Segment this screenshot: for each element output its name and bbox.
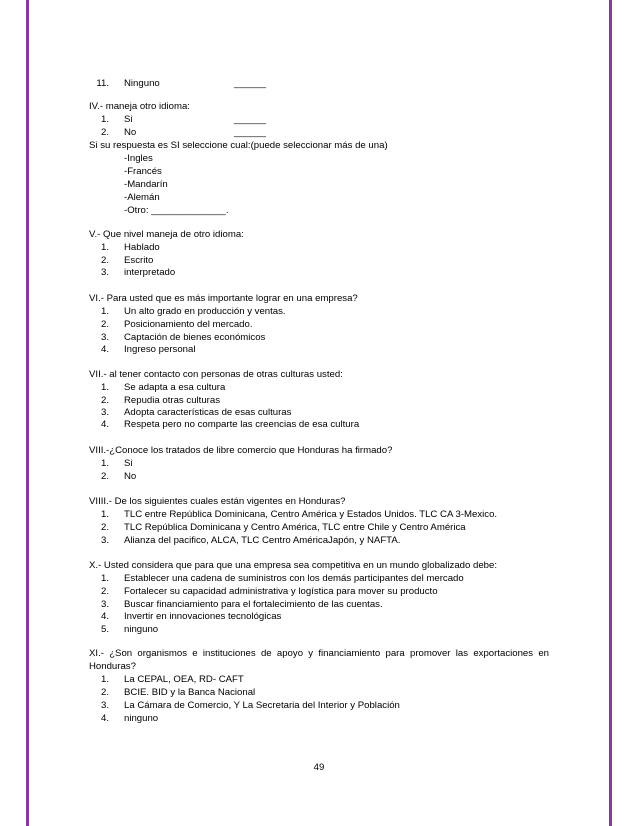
language-option: -Alemán bbox=[124, 192, 160, 203]
item-number: 3. bbox=[100, 535, 109, 546]
item-number: 4. bbox=[100, 611, 109, 622]
section-heading: VIIII.- De los siguientes cuales están vigentes en Honduras? bbox=[89, 496, 346, 507]
section-heading: XI.- ¿Son organismos e instituciones de apoyo y financiamiento para promover las exportaciones en bbox=[89, 648, 549, 659]
item-number: 2. bbox=[100, 586, 109, 597]
section-heading: VII.- al tener contacto con personas de otras culturas usted: bbox=[89, 369, 343, 380]
item-text: Posicionamiento del mercado. bbox=[124, 319, 253, 330]
item-text: ninguno bbox=[124, 624, 159, 635]
item-number: 3. bbox=[100, 700, 109, 711]
item-number: 3. bbox=[100, 407, 109, 418]
item-number: 3. bbox=[100, 267, 109, 278]
item-text: Se adapta a esa cultura bbox=[124, 382, 226, 393]
item-text: La CEPAL, OEA, RD- CAFT bbox=[124, 674, 244, 685]
item-text: TLC entre República Dominicana, Centro América y Estados Unidos. TLC CA 3-Mexico. bbox=[124, 509, 498, 520]
item-text: La Cámara de Comercio, Y La Secretaria del Interior y Población bbox=[124, 700, 400, 711]
item-text: Respeta pero no comparte las creencias de esa cultura bbox=[124, 419, 360, 430]
item-number: 2. bbox=[100, 522, 109, 533]
item-number: 1. bbox=[100, 242, 109, 253]
section-heading-continued: Honduras? bbox=[89, 661, 136, 672]
item-number: 1. bbox=[100, 509, 109, 520]
item-number: 2. bbox=[100, 255, 109, 266]
page-border-right bbox=[609, 0, 612, 826]
page-number: 49 bbox=[313, 762, 325, 773]
section-heading: X.- Usted considera que para que una empresa sea competitiva en un mundo globalizado debe: bbox=[89, 560, 497, 571]
item-text: Escrito bbox=[124, 255, 154, 266]
language-option: -Francés bbox=[124, 166, 162, 177]
item-text: Si bbox=[124, 458, 133, 469]
answer-blank: ______ bbox=[234, 78, 267, 89]
item-text: BCIE. BID y la Banca Nacional bbox=[124, 687, 256, 698]
item-text: interpretado bbox=[124, 267, 176, 278]
item-number: 3. bbox=[100, 599, 109, 610]
item-text: Invertir en innovaciones tecnológicas bbox=[124, 611, 282, 622]
item-text: Ingreso personal bbox=[124, 344, 196, 355]
item-text: ninguno bbox=[124, 713, 159, 724]
item-number: 1. bbox=[100, 306, 109, 317]
section-heading: VI.- Para usted que es más importante lograr en una empresa? bbox=[89, 293, 358, 304]
item-number: 2. bbox=[100, 127, 109, 138]
item-number: 4. bbox=[100, 419, 109, 430]
language-option: -Mandarín bbox=[124, 179, 168, 190]
section-note: Si su respuesta es SI seleccione cual:(puede seleccionar más de una) bbox=[89, 140, 388, 151]
item-number: 2. bbox=[100, 319, 109, 330]
item-number: 2. bbox=[100, 395, 109, 406]
item-number: 2. bbox=[100, 471, 109, 482]
item-number: 2. bbox=[100, 687, 109, 698]
page-border-left bbox=[26, 0, 29, 826]
section-heading: IV.- maneja otro idioma: bbox=[89, 101, 190, 112]
item-text: Buscar financiamiento para el fortalecimiento de las cuentas. bbox=[124, 599, 383, 610]
item-text: Si bbox=[124, 114, 133, 125]
item-number: 11. bbox=[96, 78, 109, 89]
item-number: 1. bbox=[100, 114, 109, 125]
item-text: No bbox=[124, 471, 137, 482]
answer-blank: ______ bbox=[234, 127, 267, 138]
item-text: Repudia otras culturas bbox=[124, 395, 220, 406]
language-option: -Ingles bbox=[124, 153, 153, 164]
item-text: Adopta características de esas culturas bbox=[124, 407, 292, 418]
item-text: No bbox=[124, 127, 137, 138]
item-number: 1. bbox=[100, 573, 109, 584]
item-number: 3. bbox=[100, 332, 109, 343]
item-text: Hablado bbox=[124, 242, 160, 253]
item-number: 4. bbox=[100, 344, 109, 355]
item-text: TLC República Dominicana y Centro América, TLC entre Chile y Centro América bbox=[124, 522, 466, 533]
item-text: Ninguno bbox=[124, 78, 160, 89]
item-text: Un alto grado en producción y ventas. bbox=[124, 306, 286, 317]
item-text: Fortalecer su capacidad administrativa y logística para mover su producto bbox=[124, 586, 438, 597]
item-number: 1. bbox=[100, 674, 109, 685]
item-number: 1. bbox=[100, 458, 109, 469]
item-text: Establecer una cadena de suministros con los demás participantes del mercado bbox=[124, 573, 464, 584]
item-number: 1. bbox=[100, 382, 109, 393]
language-option: -Otro: ______________. bbox=[124, 205, 229, 216]
item-number: 5. bbox=[100, 624, 109, 635]
section-heading: V.- Que nivel maneja de otro idioma: bbox=[89, 229, 244, 240]
item-text: Alianza del pacifico, ALCA, TLC Centro AméricaJapón, y NAFTA. bbox=[124, 535, 401, 546]
item-text: Captación de bienes económicos bbox=[124, 332, 266, 343]
section-heading: VIII.-¿Conoce los tratados de libre comercio que Honduras ha firmado? bbox=[89, 445, 393, 456]
answer-blank: ______ bbox=[234, 114, 267, 125]
item-number: 4. bbox=[100, 713, 109, 724]
